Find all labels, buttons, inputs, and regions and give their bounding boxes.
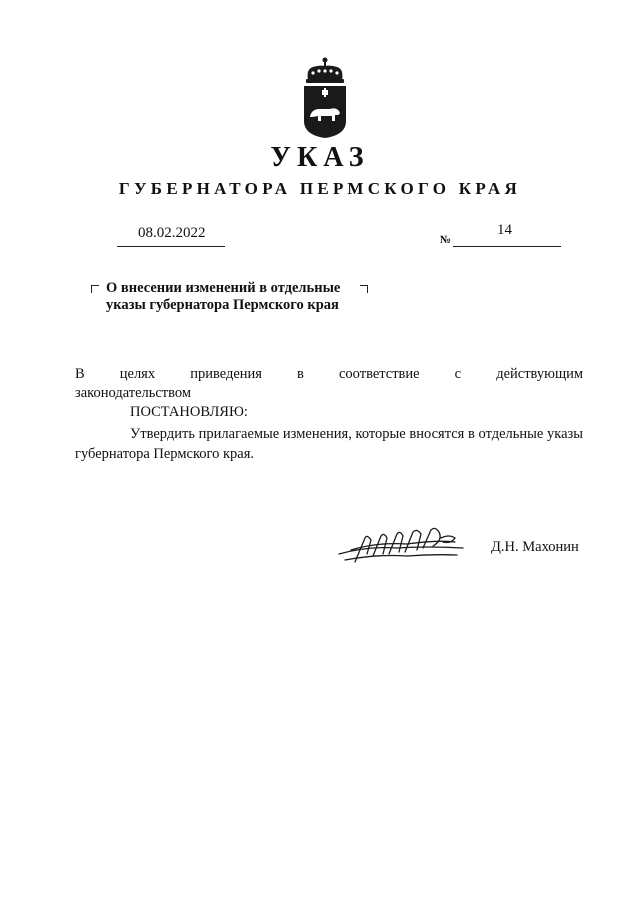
issuer-heading: ГУБЕРНАТОРА ПЕРМСКОГО КРАЯ bbox=[118, 179, 522, 198]
document-number: 14 bbox=[497, 222, 512, 238]
date-underline bbox=[117, 246, 225, 247]
signature-icon bbox=[337, 524, 467, 566]
subject-bracket-right bbox=[360, 285, 368, 293]
body-word: целях bbox=[119, 366, 156, 382]
body-word: в bbox=[297, 366, 304, 382]
subject-line: указы губернатора Пермского края bbox=[106, 297, 339, 313]
document-date: 08.02.2022 bbox=[138, 225, 206, 241]
body-word: действующим bbox=[496, 366, 584, 382]
coat-of-arms-emblem bbox=[299, 57, 351, 139]
number-label: № bbox=[440, 234, 452, 246]
body-line-justified bbox=[75, 366, 583, 383]
document-type-title: УКАЗ bbox=[270, 142, 370, 173]
document-subject bbox=[106, 280, 340, 314]
body-word: с bbox=[454, 366, 462, 382]
subject-line: О внесении изменений в отдельные bbox=[106, 280, 341, 296]
body-word: соответствие bbox=[338, 366, 420, 382]
body-line: законодательством bbox=[75, 385, 192, 401]
number-underline bbox=[453, 246, 561, 247]
signer-name: Д.Н. Махонин bbox=[491, 539, 579, 555]
handwritten-signature bbox=[337, 524, 467, 566]
body-word: приведения bbox=[190, 366, 262, 382]
body-paragraph: Утвердить прилагаемые изменения, которые вносятся в отдельные указы губернатора Пермского края. bbox=[75, 426, 583, 462]
subject-bracket-left bbox=[91, 285, 99, 293]
coat-of-arms-icon bbox=[299, 57, 351, 139]
body-word: В bbox=[75, 366, 85, 382]
decree-word: ПОСТАНОВЛЯЮ: bbox=[130, 404, 248, 420]
